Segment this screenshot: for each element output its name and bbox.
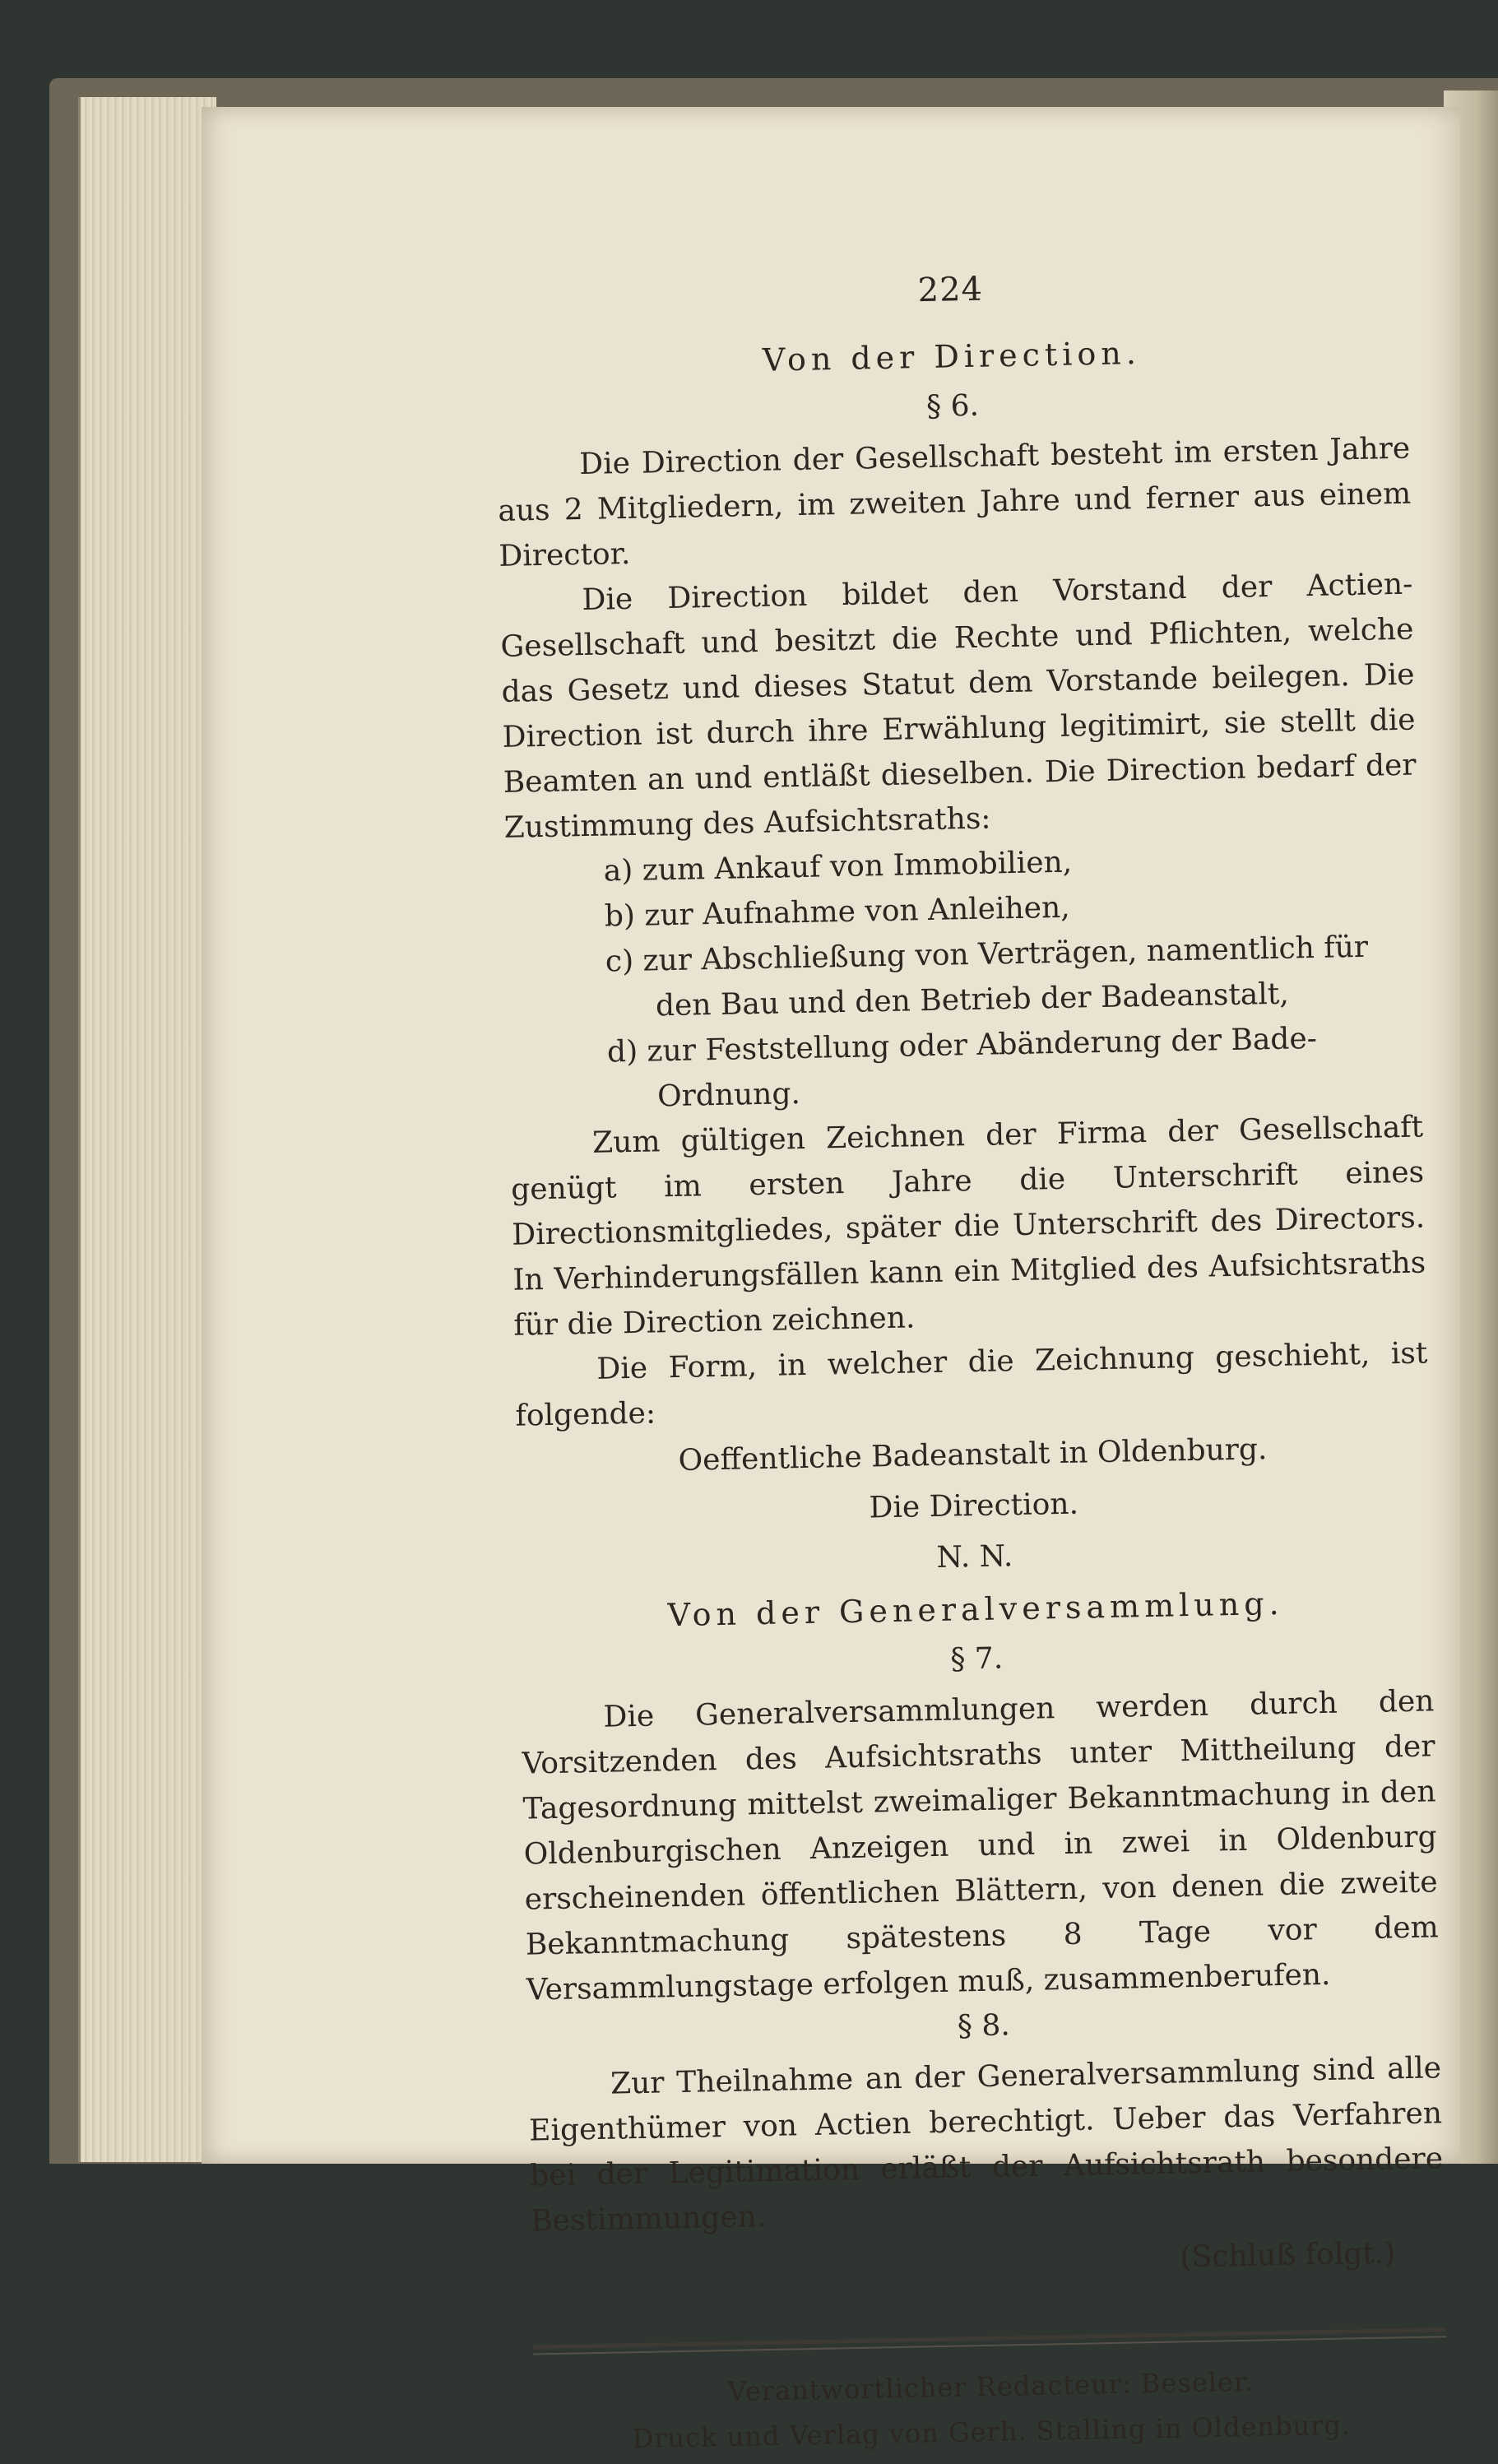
paragraph-6-text-4: Die Form, in welcher die Zeichnung geschieht, ist folgende:	[515, 1336, 1428, 1433]
page-edge-stack	[78, 97, 216, 2162]
consent-list	[504, 833, 1422, 1122]
paragraph-7-text: Die Generalversammlungen werden durch den Vorsitzenden des Aufsichtsraths unter Mittheilung der Tagesordnung mittelst zweimaliger Bekanntmachung in den Oldenburgischen Anzeigen und in zwei in Oldenburg erscheinenden öffentlichen Blättern, von denen die zweite Bekanntmachung spätestens 8 Tage vor dem Versammlungstage erfolgen muß, zusammenberufen.	[522, 1684, 1440, 2007]
paragraph-6-body	[497, 426, 1417, 851]
paragraph-mark-8: § 8.	[957, 2008, 1011, 2044]
page-number: 224	[917, 270, 984, 310]
paragraph-6-text-3: Zum gültigen Zeichnen der Firma der Gesellschaft genügt im ersten Jahre die Unterschrift eines Directionsmitgliedes, später die Unterschrift des Directors. In Verhinderungsfällen kann ein Mitglied des Aufsichtsraths für die Direction zeichnen.	[510, 1110, 1426, 1343]
section-heading-direction: Von der Direction.	[762, 334, 1142, 378]
paragraph-7-body	[521, 1678, 1440, 2012]
list-item: a) zum Ankauf von Immobilien,	[603, 845, 1073, 889]
closing-note: (Schluß folgt.)	[1180, 2236, 1396, 2275]
paragraph-mark-6: § 6.	[925, 388, 980, 424]
signature-line-3: N. N.	[936, 1539, 1013, 1575]
list-item: c) zur Abschließung von Verträgen, namentlich für den Bau und den Betrieb der Badeanstalt,	[605, 930, 1369, 1023]
paragraph-8-text: Zur Theilnahme an der Generalversammlung sind alle Eigenthümer von Actien berechtigt. Ueber das Verfahren bei der Legitimation erläßt der Aufsichtsrath besondere Bestimmungen.	[528, 2051, 1444, 2239]
list-item: d) zur Feststellung oder Abänderung der Bade-Ordnung.	[606, 1021, 1318, 1114]
signature-line-1: Oeffentliche Badeanstalt in Oldenburg.	[678, 1432, 1268, 1478]
list-item: b) zur Aufnahme von Anleihen,	[604, 890, 1071, 934]
paragraph-mark-7: § 7.	[949, 1641, 1004, 1677]
paragraph-6-continued	[510, 1105, 1429, 1439]
page-content	[494, 262, 1449, 2464]
printer-line: Druck und Verlag von Gerh. Stalling in Oldenburg.	[632, 2409, 1352, 2455]
paragraph-8-body	[528, 2045, 1445, 2244]
section-heading-assembly: Von der Generalversammlung.	[667, 1585, 1285, 1634]
signature-line-2: Die Direction.	[869, 1487, 1079, 1525]
paragraph-6-text-2: Die Direction bildet den Vorstand der Actien-Gesellschaft und besitzt die Rechte und Pflichten, welche das Gesetz und dieses Statut dem Vorstande beilegen. Die Direction ist durch ihre Erwählung legitimirt, sie stellt die Beamten an und entläßt dieselben. Die Direction bedarf der Zustimmung des Aufsichtsraths:	[500, 567, 1417, 845]
paragraph-6-text-1: Die Direction der Gesellschaft besteht im ersten Jahre aus 2 Mitgliedern, im zweiten Jahre und ferner aus einem Director.	[498, 431, 1412, 573]
editor-line: Verantwortlicher Redacteur: Beseler.	[727, 2365, 1255, 2408]
